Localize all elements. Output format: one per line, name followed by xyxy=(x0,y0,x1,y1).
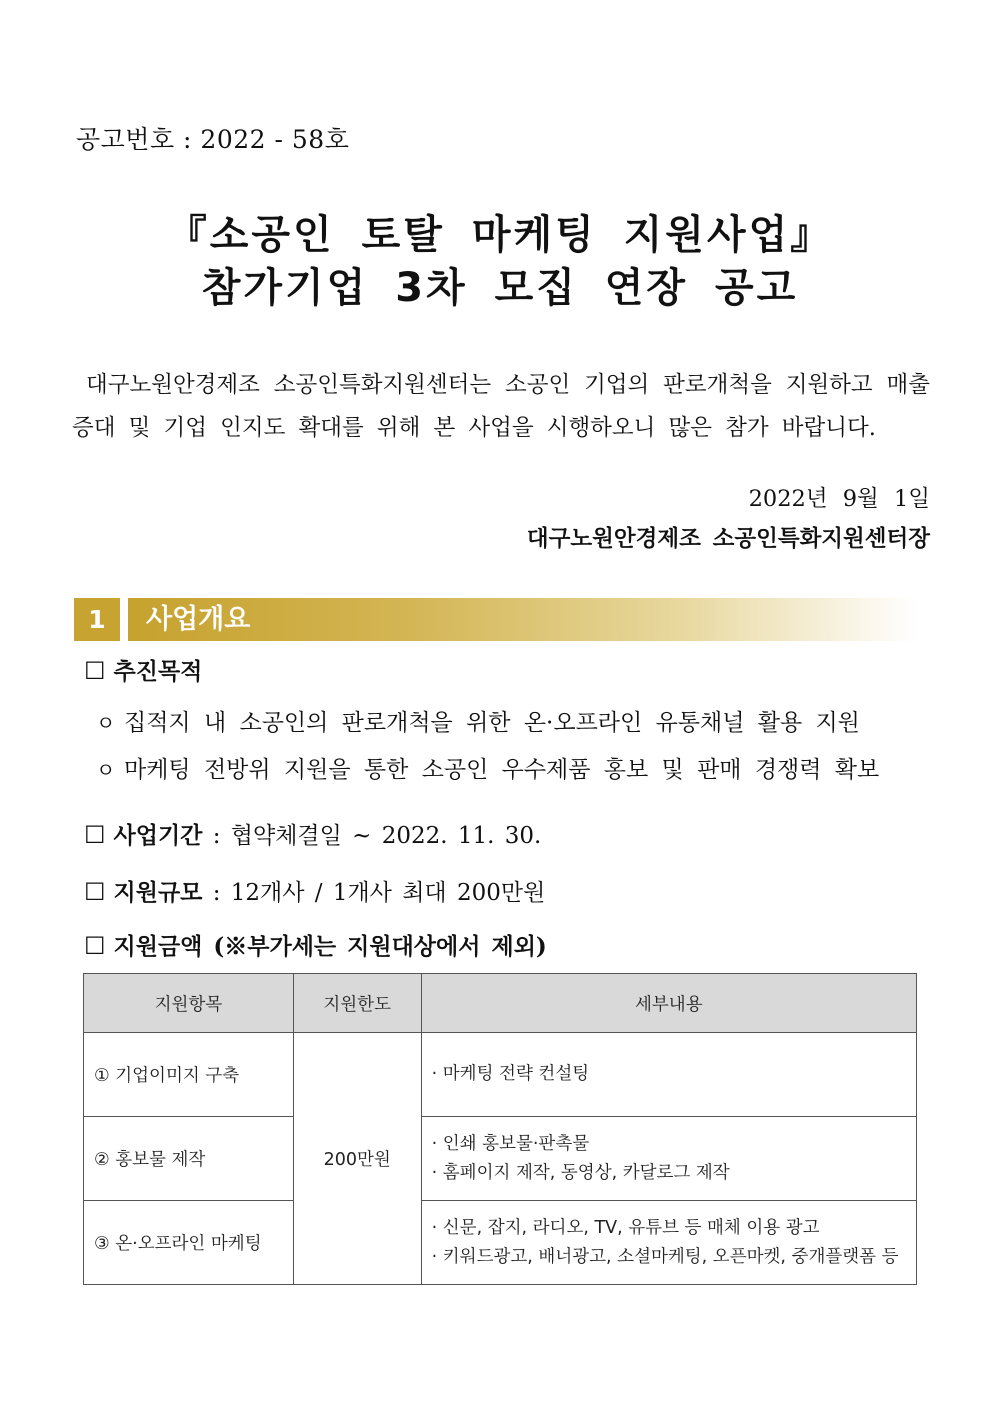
scale-label: 지원규모 xyxy=(113,879,203,906)
row-details xyxy=(421,1201,916,1285)
header-details: 세부내용 xyxy=(421,974,916,1033)
table-header-row xyxy=(84,974,917,1033)
purpose-bullet-2 xyxy=(96,751,879,784)
checkbox-square-icon: ☐ xyxy=(84,821,106,849)
purpose-heading xyxy=(84,653,202,686)
detail-line: · 인쇄 홍보물·판촉물 xyxy=(431,1133,590,1154)
checkbox-square-icon: ☐ xyxy=(84,932,106,960)
issuer: 대구노원안경제조 소공인특화지원센터장 xyxy=(526,526,930,552)
checkbox-square-icon: ☐ xyxy=(84,878,106,906)
row-item: ③ 온·오프라인 마케팅 xyxy=(84,1201,294,1285)
scale-line xyxy=(84,874,545,907)
support-table xyxy=(83,973,917,1285)
detail-line: · 신문, 잡지, 라디오, TV, 유튜브 등 매체 이용 광고 xyxy=(431,1217,820,1238)
circle-bullet-icon: ㅇ xyxy=(96,711,116,735)
period-value: : 협약체결일 ~ 2022. 11. 30. xyxy=(202,823,542,849)
amount-line xyxy=(84,928,547,961)
title-line-2: 참가기업 3차 모집 연장 공고 xyxy=(201,265,799,311)
table-row xyxy=(84,1201,917,1285)
checkbox-square-icon: ☐ xyxy=(84,657,106,685)
detail-line: · 키워드광고, 배너광고, 소셜마케팅, 오픈마켓, 중개플랫폼 등 xyxy=(431,1246,899,1267)
header-limit: 지원한도 xyxy=(293,974,421,1033)
intro-text: 대구노원안경제조 소공인특화지원센터는 소공인 기업의 판로개척을 지원하고 매출 증대 및 기업 인지도 확대를 위해 본 사업을 시행하오니 많은 참가 바랍니다. xyxy=(72,372,930,441)
notice-number: 공고번호 : 2022 - 58호 xyxy=(76,125,350,154)
period-label: 사업기간 xyxy=(113,822,203,849)
table-row xyxy=(84,1033,917,1117)
period-line xyxy=(84,817,541,850)
circle-bullet-icon: ㅇ xyxy=(96,758,116,782)
support-limit: 200만원 xyxy=(293,1033,421,1285)
intro-paragraph xyxy=(72,364,930,450)
title-line-1: 『소공인 토탈 마케팅 지원사업』 xyxy=(166,212,834,258)
detail-line: · 홈페이지 제작, 동영상, 카달로그 제작 xyxy=(431,1162,730,1183)
scale-value: : 12개사 / 1개사 최대 200만원 xyxy=(202,880,546,906)
row-details xyxy=(421,1033,916,1117)
header-item: 지원항목 xyxy=(84,974,294,1033)
notice-date: 2022년 9월 1일 xyxy=(748,486,930,512)
row-item: ② 홍보물 제작 xyxy=(84,1117,294,1201)
purpose-bullet-text: 마케팅 전방위 지원을 통한 소공인 우수제품 홍보 및 판매 경쟁력 확보 xyxy=(124,757,880,783)
amount-label: 지원금액 (※부가세는 지원대상에서 제외) xyxy=(113,933,547,960)
section-title: 사업개요 xyxy=(146,604,251,635)
row-item: ① 기업이미지 구축 xyxy=(84,1033,294,1117)
purpose-bullet-1 xyxy=(96,704,860,737)
row-details xyxy=(421,1117,916,1201)
table-row xyxy=(84,1117,917,1201)
purpose-bullet-text: 집적지 내 소공인의 판로개척을 위한 온·오프라인 유통채널 활용 지원 xyxy=(124,710,860,736)
section-number: 1 xyxy=(74,598,120,641)
purpose-label: 추진목적 xyxy=(113,658,203,685)
detail-line: · 마케팅 전략 컨설팅 xyxy=(431,1064,590,1084)
